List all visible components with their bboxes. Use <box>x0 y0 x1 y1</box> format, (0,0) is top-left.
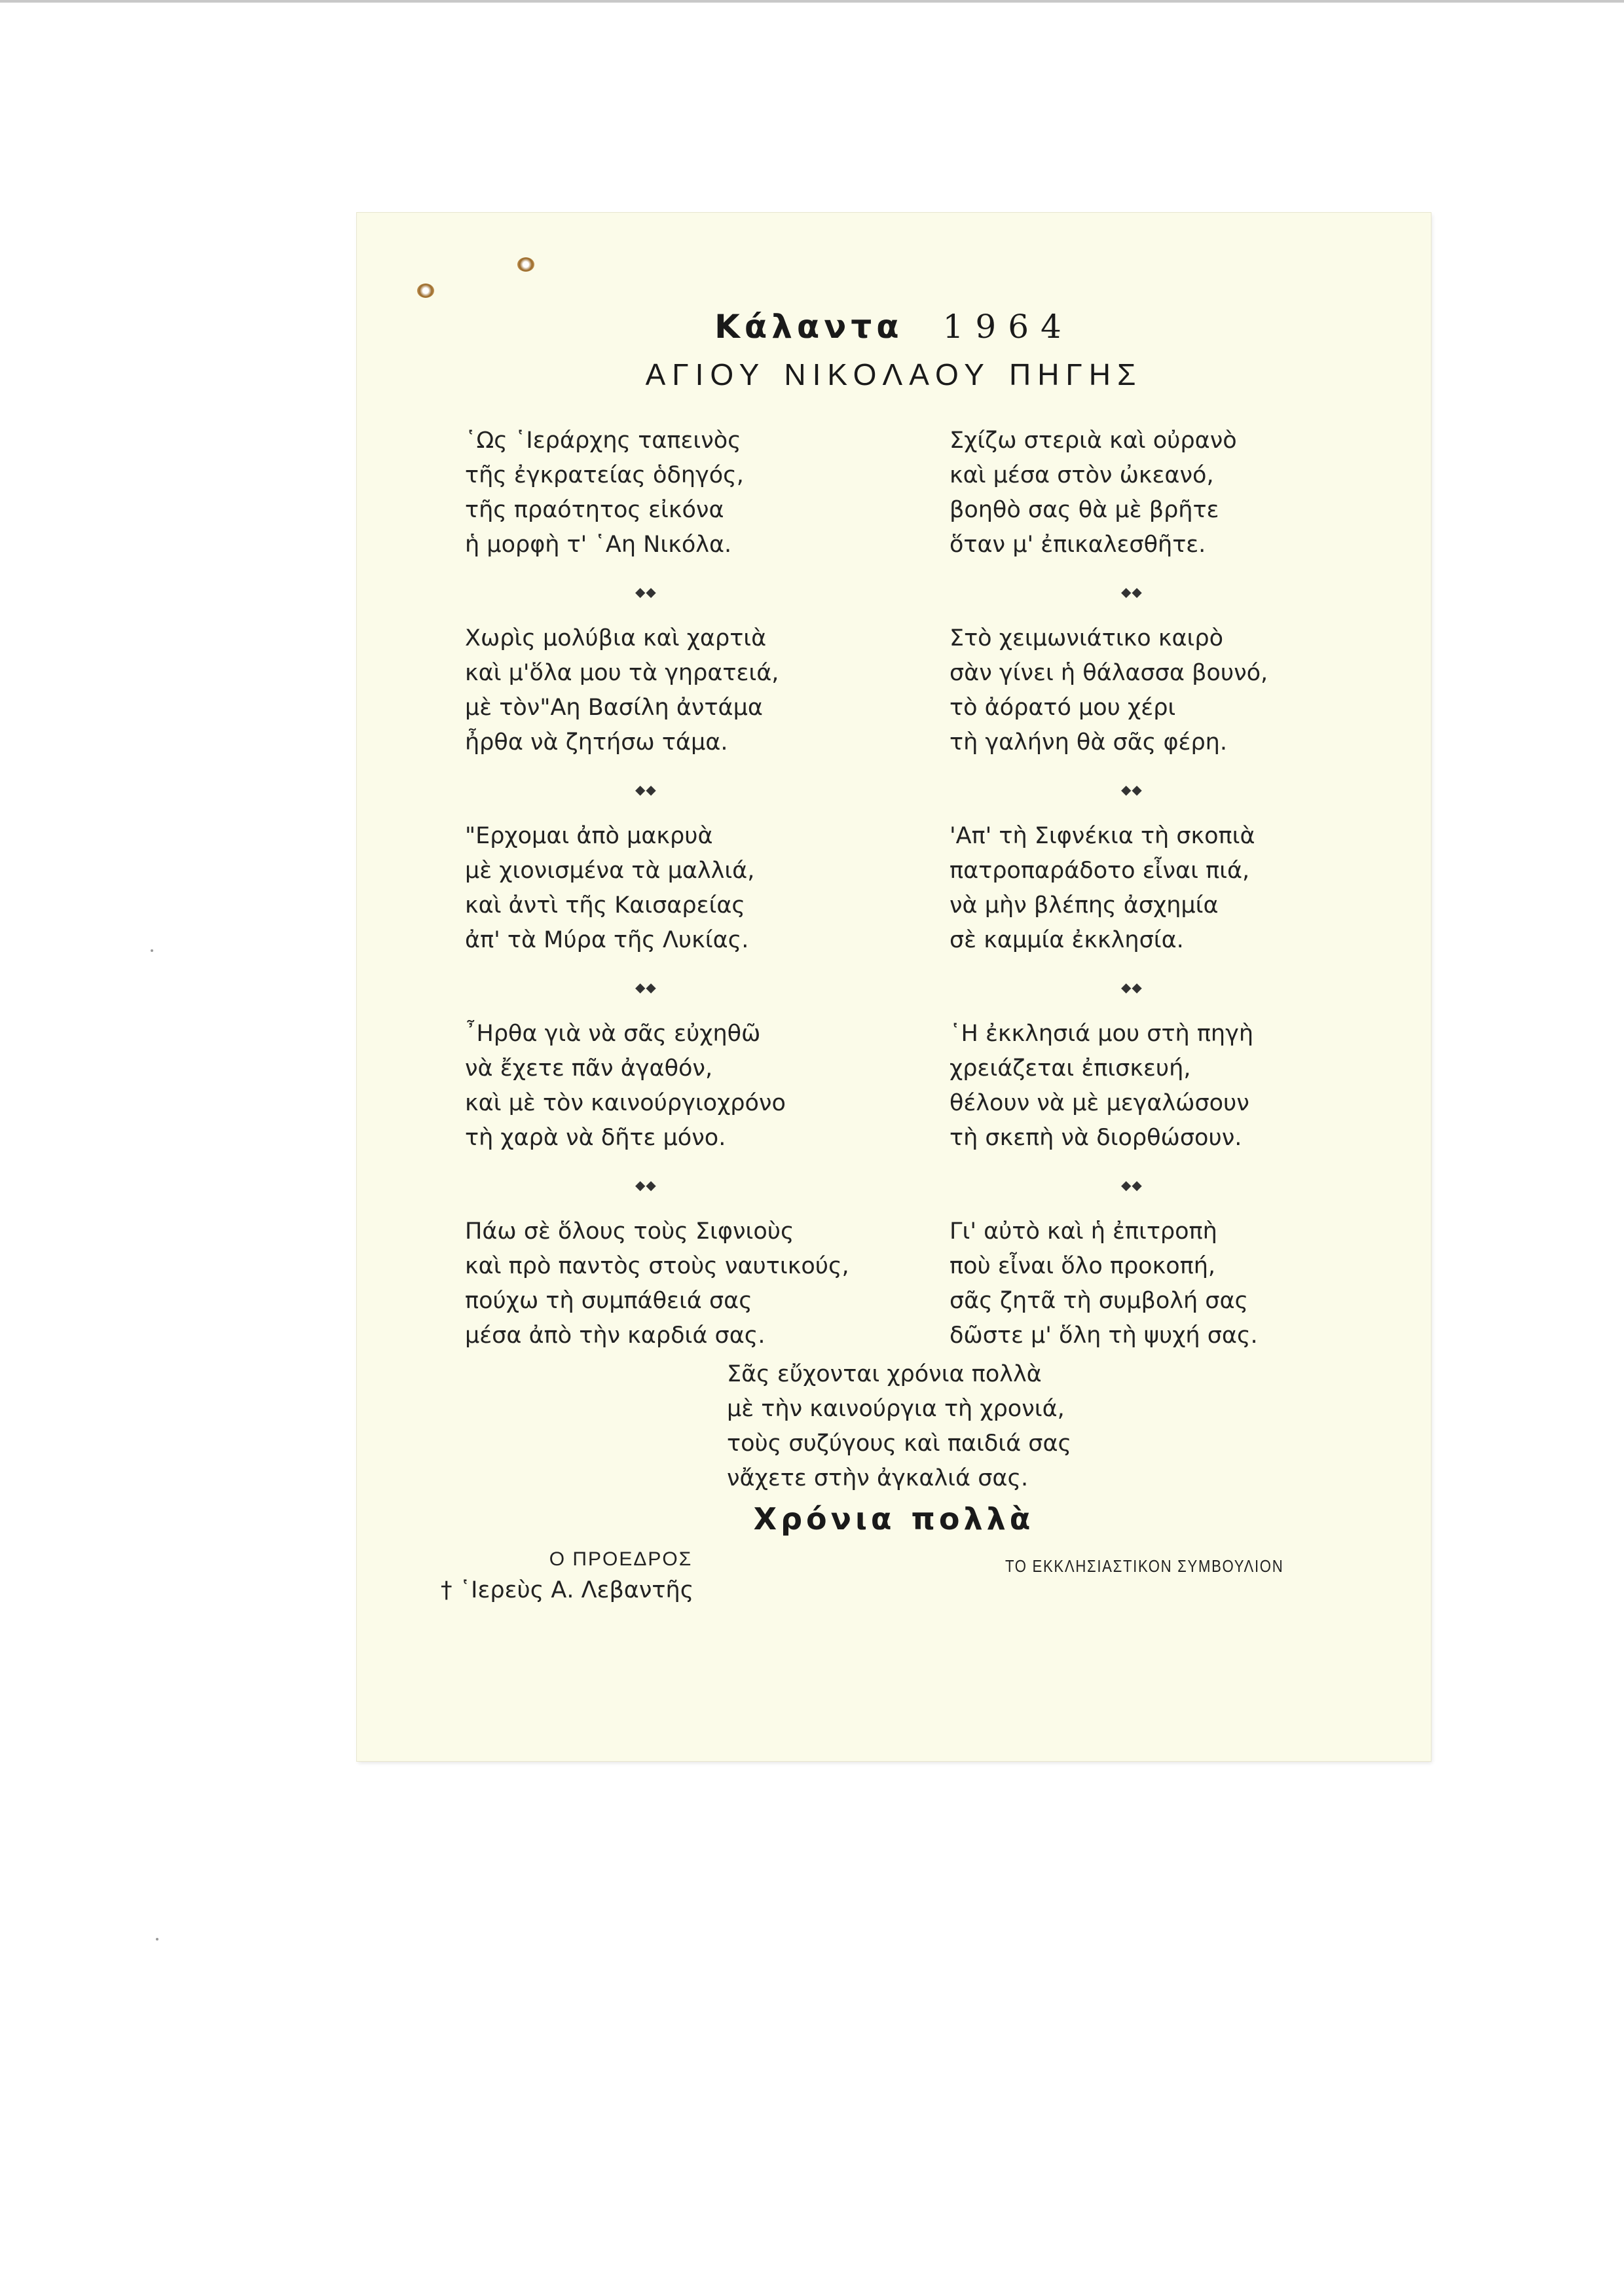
subtitle-word: ΠΗΓΗΣ <box>1008 357 1143 392</box>
card-subtitle <box>357 357 1431 392</box>
stanza <box>465 1017 910 1156</box>
greeting-heading <box>357 1501 1431 1537</box>
stanza <box>950 424 1408 562</box>
stanza-separator: ◆◆ <box>1121 584 1143 600</box>
stanza <box>950 1017 1408 1156</box>
stanza <box>950 819 1408 958</box>
stanza-separator: ◆◆ <box>635 979 657 995</box>
verse-line: δῶστε μ' ὅλη τὴ ψυχή σας. <box>950 1322 1258 1349</box>
verse-line: καὶ ἀντὶ τῆς Καισαρείας <box>465 892 745 919</box>
scan-speck <box>156 1938 158 1941</box>
subtitle-word: ΝΙΚΟΛΑΟΥ <box>784 357 991 392</box>
scan-top-edge <box>0 0 1624 3</box>
verse-line: καὶ πρὸ παντὸς στοὺς ναυτικούς, <box>465 1253 849 1279</box>
left-column <box>465 424 910 1353</box>
stanza <box>465 424 910 562</box>
verse-line: πούχω τὴ συμπάθειά σας <box>465 1288 752 1314</box>
verse-line: σὰν γίνει ἡ θάλασσα βουνό, <box>950 660 1268 686</box>
verse-line: τὴ γαλήνη θὰ σᾶς φέρη. <box>950 729 1227 756</box>
verse-line: 'Απ' τὴ Σιφνέκια τὴ σκοπιὰ <box>950 823 1255 849</box>
verse-line: νὰ μὴν βλέπης ἀσχημία <box>950 892 1219 919</box>
verse-line: τὴ σκεπὴ νὰ διορθώσουν. <box>950 1125 1242 1151</box>
stanza-separator: ◆◆ <box>635 782 657 797</box>
verse-line: ἦρθα νὰ ζητήσω τάμα. <box>465 729 728 756</box>
subtitle-word: ΑΓΙΟΥ <box>645 357 766 392</box>
verse-line: Στὸ χειμωνιάτικο καιρὸ <box>950 625 1224 651</box>
verse-line: Σᾶς εὔχονται χρόνια πολλὰ <box>727 1361 1042 1387</box>
verse-line: πατροπαράδοτο εἶναι πιά, <box>950 858 1250 884</box>
punch-hole-left <box>417 283 434 298</box>
stanza-separator: ◆◆ <box>635 584 657 600</box>
verse-line: τῆς πραότητος εἰκόνα <box>465 497 724 523</box>
verse-line: ἀπ' τὰ Μύρα τῆς Λυκίας. <box>465 927 749 953</box>
verse-line: Γι' αὐτὸ καὶ ἡ ἐπιτροπὴ <box>950 1218 1217 1245</box>
verse-line: βοηθὸ σας θὰ μὲ βρῆτε <box>950 497 1219 523</box>
stanza <box>465 1214 910 1353</box>
verse-line: μὲ τὴν καινούργια τὴ χρονιά, <box>727 1396 1065 1422</box>
verse-line: καὶ μέσα στὸν ὠκεανό, <box>950 462 1214 488</box>
greeting-word: πολλὰ <box>911 1501 1035 1537</box>
verse-line: καὶ μὲ τὸν καινούργιοχρόνο <box>465 1090 786 1116</box>
title-text: Κάλαντα <box>714 308 904 346</box>
stanza <box>465 819 910 958</box>
right-column <box>950 424 1408 1353</box>
verse-line: ὅταν μ' ἐπικαλεσθῆτε. <box>950 532 1206 558</box>
verse-line: θέλουν νὰ μὲ μεγαλώσουν <box>950 1090 1249 1116</box>
verse-line: μὲ χιονισμένα τὰ μαλλιά, <box>465 858 755 884</box>
verse-line: ῏Ηρθα γιὰ νὰ σᾶς εὐχηθῶ <box>465 1021 761 1047</box>
verse-line: σᾶς ζητᾶ τὴ συμβολή σας <box>950 1288 1249 1314</box>
signature-name: † ῾Ιερεὺς Α. Λεβαντῆς <box>441 1577 694 1603</box>
signature-president <box>441 1548 781 1603</box>
stanza-separator: ◆◆ <box>1121 782 1143 797</box>
verse-line: ἡ μορφὴ τ' ῾Αη Νικόλα. <box>465 532 732 558</box>
kalanta-card <box>357 213 1431 1761</box>
verse-line: καὶ μ'ὅλα μου τὰ γηρατειά, <box>465 660 779 686</box>
verse-line: νὰ ἔχετε πᾶν ἀγαθόν, <box>465 1055 713 1082</box>
stanza-separator: ◆◆ <box>635 1177 657 1193</box>
scan-speck <box>151 949 153 952</box>
verse-line: Σχίζω στεριὰ καὶ οὐρανὸ <box>950 428 1237 454</box>
verse-line: ῾Ως ῾Ιεράρχης ταπεινὸς <box>465 428 741 454</box>
verse-line: Χωρὶς μολύβια καὶ χαρτιὰ <box>465 625 767 651</box>
verse-line: τῆς ἐγκρατείας ὁδηγός, <box>465 462 744 488</box>
verse-line: σὲ καμμία ἐκκλησία. <box>950 927 1184 953</box>
closing-stanza <box>727 1357 1185 1496</box>
stanza <box>950 1214 1408 1353</box>
signature-council: ΤΟ ΕΚΚΛΗΣΙΑΣΤΙΚΟΝ ΣΥΜΒΟΥΛΙΟΝ <box>1005 1556 1284 1576</box>
verse-line: τοὺς συζύγους καὶ παιδιά σας <box>727 1430 1072 1457</box>
verse-line: τὸ ἀόρατό μου χέρι <box>950 695 1176 721</box>
card-title <box>357 308 1431 346</box>
stanza-separator: ◆◆ <box>1121 1177 1143 1193</box>
verse-line: μὲ τὸν"Αη Βασίλη ἀντάμα <box>465 695 763 721</box>
verse-line: τὴ χαρὰ νὰ δῆτε μόνο. <box>465 1125 726 1151</box>
verse-line: ῾Η ἐκκλησιά μου στὴ πηγὴ <box>950 1021 1254 1047</box>
verse-line: Πάω σὲ ὅλους τοὺς Σιφνιοὺς <box>465 1218 794 1245</box>
verse-line: ποὺ εἶναι ὅλο προκοπή, <box>950 1253 1216 1279</box>
verse-line: νἄχετε στὴν ἀγκαλιά σας. <box>727 1465 1029 1491</box>
title-year: 1964 <box>942 308 1073 346</box>
stanza <box>950 621 1408 760</box>
verse-line: μέσα ἀπὸ τὴν καρδιά σας. <box>465 1322 766 1349</box>
stanza <box>465 621 910 760</box>
stanza-separator: ◆◆ <box>1121 979 1143 995</box>
punch-hole-right <box>517 257 534 272</box>
greeting-word: Χρόνια <box>753 1501 896 1537</box>
verse-line: "Ερχομαι ἀπὸ μακρυὰ <box>465 823 713 849</box>
signature-role: Ο ΠΡΟΕΔΡΟΣ <box>549 1548 693 1570</box>
verse-line: χρειάζεται ἐπισκευή, <box>950 1055 1191 1082</box>
